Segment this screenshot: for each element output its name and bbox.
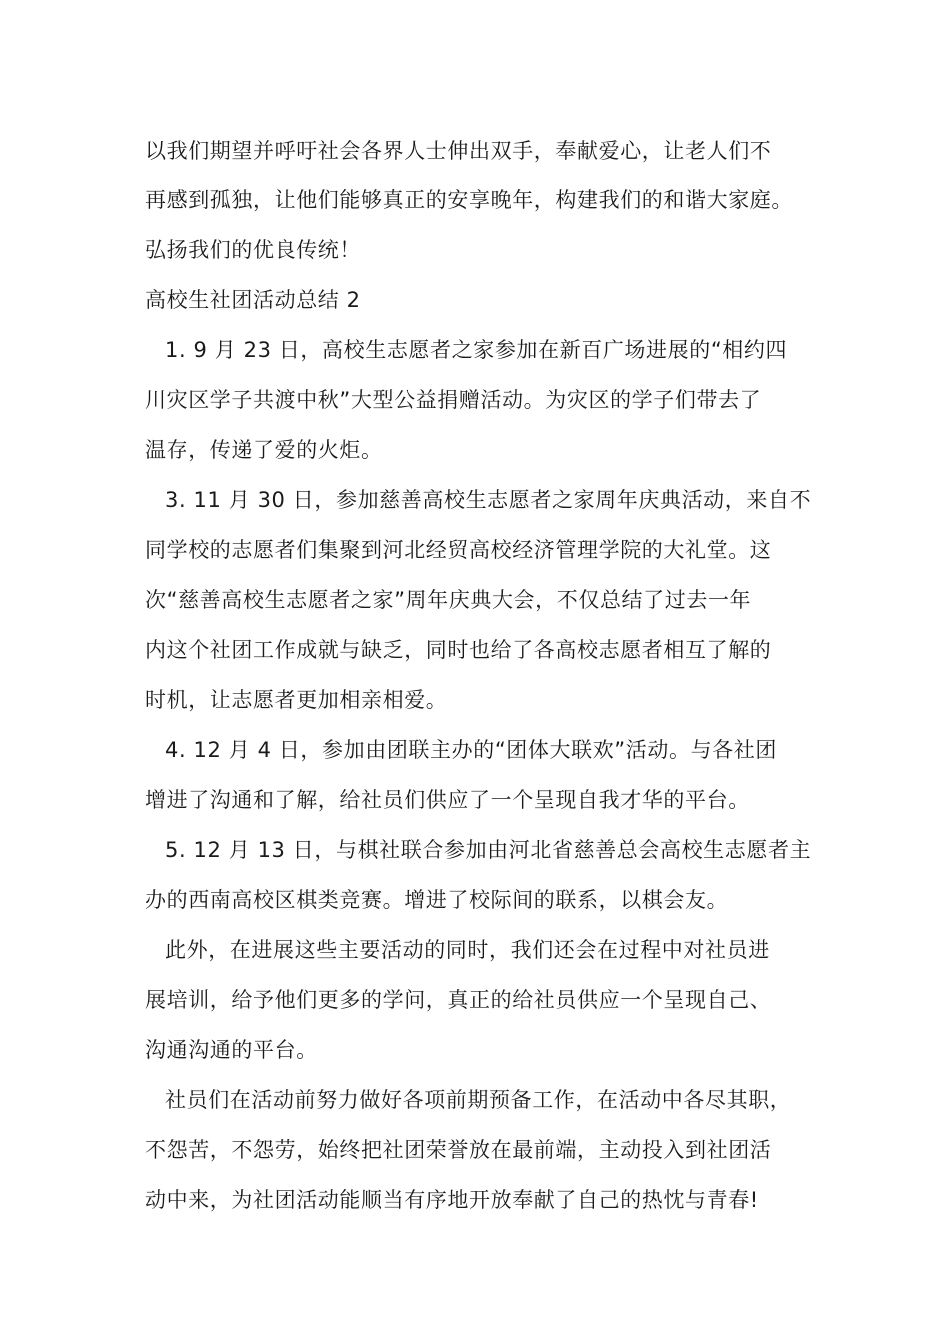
- body-text-line: 此外，在进展这些主要活动的同时，我们还会在过程中对社员进: [165, 938, 770, 962]
- body-text-line: 不怨苦，不怨劳，始终把社团荣誉放在最前端，主动投入到社团活: [145, 1138, 772, 1162]
- body-text-line: 以我们期望并呼吁社会各界人士伸出双手，奉献爱心，让老人们不: [145, 139, 772, 163]
- body-text-line: 展培训，给予他们更多的学问，真正的给社员供应一个呈现自己、: [145, 988, 772, 1012]
- list-item-line: 1. 9 月 23 日，高校生志愿者之家参加在新百广场进展的“相约四: [165, 338, 788, 362]
- list-item-line: 办的西南高校区棋类竞赛。增进了校际间的联系，以棋会友。: [145, 888, 729, 912]
- section-heading: 高校生社团活动总结 2: [145, 288, 361, 312]
- body-text-line: 社员们在活动前努力做好各项前期预备工作，在活动中各尽其职，: [165, 1088, 792, 1112]
- list-item-line: 4. 12 月 4 日，参加由团联主办的“团体大联欢”活动。与各社团: [165, 738, 777, 762]
- body-text-line: 沟通沟通的平台。: [145, 1038, 318, 1062]
- body-text-line: 动中来，为社团活动能顺当有序地开放奉献了自己的热忱与青春!: [145, 1188, 759, 1212]
- list-item-line: 内这个社团工作成就与缺乏，同时也给了各高校志愿者相互了解的: [145, 638, 772, 662]
- list-item-line: 同学校的志愿者们集聚到河北经贸高校经济管理学院的大礼堂。这: [145, 538, 772, 562]
- body-text-line: 弘扬我们的优良传统！: [145, 238, 361, 262]
- list-item-line: 时机，让志愿者更加相亲相爱。: [145, 688, 448, 712]
- list-item-line: 3. 11 月 30 日，参加慈善高校生志愿者之家周年庆典活动，来自不: [165, 488, 812, 512]
- list-item-line: 5. 12 月 13 日，与棋社联合参加由河北省慈善总会高校生志愿者主: [165, 838, 812, 862]
- list-item-line: 增进了沟通和了解，给社员们供应了一个呈现自我才华的平台。: [145, 788, 750, 812]
- list-item-line: 川灾区学子共渡中秋”大型公益捐赠活动。为灾区的学子们带去了: [145, 388, 762, 412]
- list-item-line: 温存，传递了爱的火炬。: [145, 438, 383, 462]
- list-item-line: 次“慈善高校生志愿者之家”周年庆典大会，不仅总结了过去一年: [145, 588, 752, 612]
- body-text-line: 再感到孤独，让他们能够真正的安享晚年，构建我们的和谐大家庭。: [145, 188, 793, 212]
